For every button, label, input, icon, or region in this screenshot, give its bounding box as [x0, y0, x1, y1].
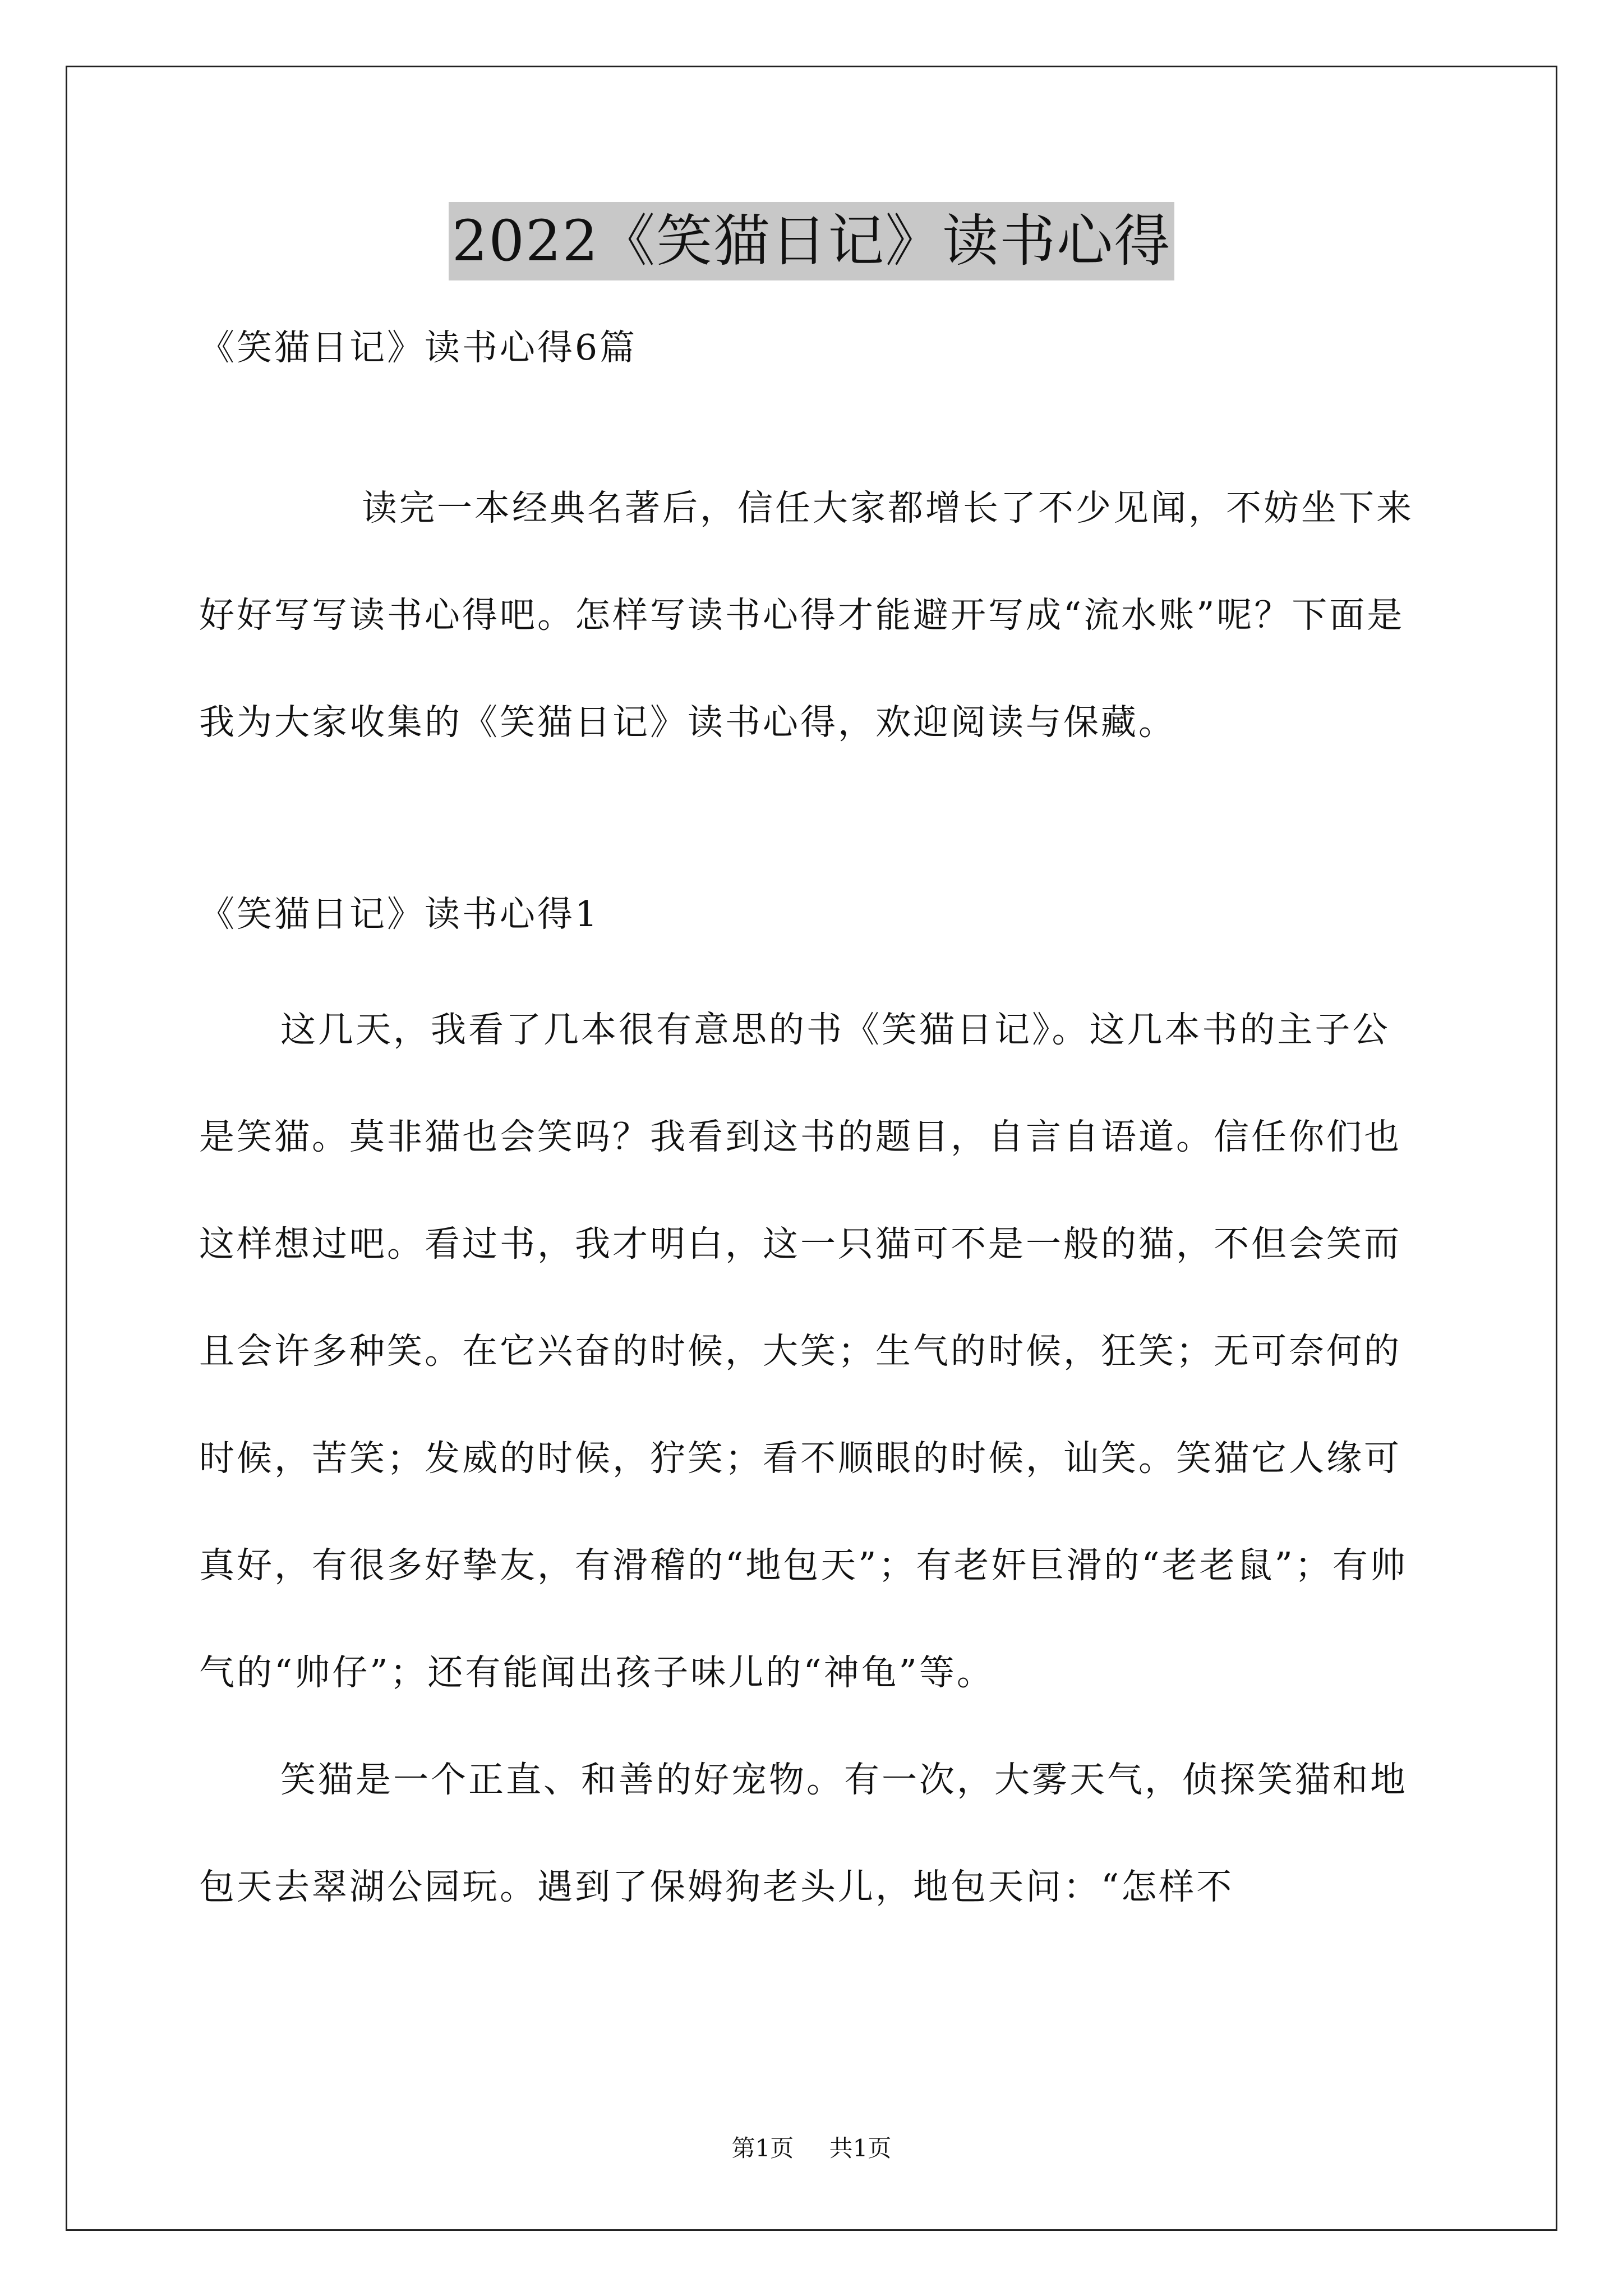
- page-footer: [0, 2132, 1623, 2165]
- document-subtitle: 《笑猫日记》读书心得6篇: [199, 327, 638, 368]
- body-paragraph-2: 笑猫是一个正直、和善的好宠物。有一次，大雾天气，侦探笑猫和地包天去翠湖公园玩。遇到了保姆狗老头儿，地包天问：“怎样不: [199, 1759, 1408, 1907]
- title-container: [0, 202, 1623, 280]
- body-paragraph-1: 这几天，我看了几本很有意思的书《笑猫日记》。这几本书的主子公是笑猫。莫非猫也会笑吗？我看到这书的题目，自言自语道。信任你们也这样想过吧。看过书，我才明白，这一只猫可不是一般的猫，不但会笑而且会许多种笑。在它兴奋的时候，大笑；生气的时候，狂笑；无可奈何的时候，苦笑；发威的时候，狞笑；看不顺眼的时候，讪笑。笑猫它人缘可真好，有很多好挚友，有滑稽的“地包天”；有老奸巨滑的“老老鼠”；有帅气的“帅仔”；还有能闻出孩子味儿的“神龟”等。: [199, 1009, 1408, 1693]
- document-title: 2022《笑猫日记》读书心得: [449, 202, 1175, 280]
- section-body: [199, 976, 1427, 1940]
- intro-paragraph: 读完一本经典名著后，信任大家都增长了不少见闻，不妨坐下来好好写写读书心得吧。怎样写读书心得才能避开写成“流水账”呢？下面是我为大家收集的《笑猫日记》读书心得，欢迎阅读与保藏。: [199, 487, 1414, 743]
- page-number-total: 共1页: [829, 2134, 892, 2162]
- section-heading: 《笑猫日记》读书心得1: [199, 894, 600, 935]
- page-number-current: 第1页: [731, 2134, 794, 2162]
